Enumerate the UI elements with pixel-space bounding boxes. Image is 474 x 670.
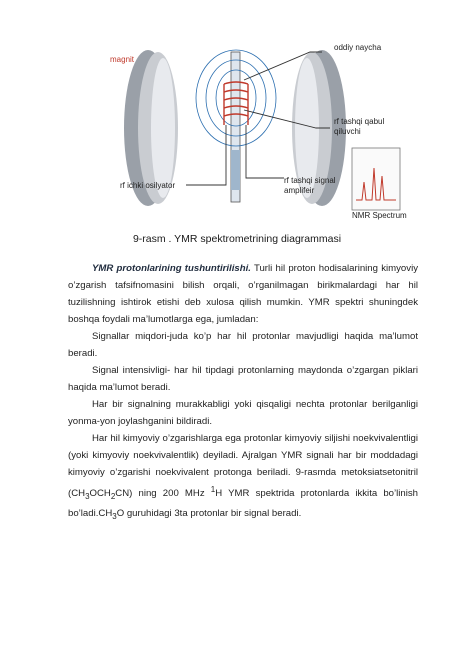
body-text (68, 260, 418, 525)
p5-d: H YMR spektrida protonlarda ikkita bo’linish bo’ladi.CH (68, 488, 418, 520)
p5-e: O guruhidagi 3ta protonlar bir signal beradi. (116, 508, 302, 520)
p5-a: Har hil kimyoviy o’zgarishlarga ega protonlar kimyoviy siljishi noekvivalentligi (yoki kimyoviy noekvivalentlik) deyiladi. Ajralgan YMR signali har bir moddadagi kimyoviy o’zgarishi noekvivalent protonga beriladi. 9-rasmda metoksiatsetonitril (CH (68, 433, 418, 500)
paragraph-4: Har bir signalning murakkabligi yoki qisqaligi nechta protonlar berilganligi yonma-yon joylashganini bildiradi. (68, 399, 418, 427)
p5-b: OCH (89, 488, 111, 500)
p5-sub2: 2 (110, 492, 116, 502)
p5-sup: 1 (210, 485, 216, 494)
label-rf-qabul-2: qiluvchi (334, 127, 361, 136)
sample-tube (231, 52, 240, 202)
label-rf-signal-1: rf tashqi signal (284, 176, 336, 185)
spectrum-box (352, 148, 400, 210)
label-magnit: magnit (110, 55, 135, 64)
figure-caption: 9-rasm . YMR spektrometrining diagrammasi (132, 233, 342, 245)
label-rf-qabul-1: rf tashqi qabul (334, 117, 385, 126)
p5-sub3: 3 (112, 512, 117, 521)
paragraph-2: Signallar miqdori-juda ko’p har hil protonlar mavjudligi haqida ma’lumot beradi. (68, 331, 418, 359)
paragraph-1 (68, 260, 418, 328)
paragraph-5 (68, 430, 418, 525)
label-nmr-spectrum: NMR Spectrum (352, 211, 407, 220)
p5-c: CN) ning 200 MHz (115, 488, 211, 500)
paragraph-lead: YMR protonlarining tushuntirilishi. (92, 263, 251, 274)
label-rf-osillyator: rf ichki osilyator (120, 181, 176, 190)
label-rf-signal-2: amplifeir (284, 186, 315, 195)
label-oddiy-naycha: oddiy naycha (334, 43, 382, 52)
paragraph-1-text: Turli hil proton hodisalarining kimyoviy o’zgarish tafsifnomasini bilish orqali, o’rganilmagan birikmalardagi har hil tuzilishning ishtirok etishi deb xulosa qilish mumkin. YMR spektri shuningdek boshqa foydali ma’lumotlarga ega, jumladan: (68, 263, 418, 325)
paragraph-3: Signal intensivligi- har hil tipdagi protonlarning maydonda o’zgargan piklari haqida ma’lumot beradi. (68, 365, 418, 393)
nmr-spectrometer-diagram (0, 0, 474, 230)
p5-sub1: 3 (85, 492, 90, 502)
